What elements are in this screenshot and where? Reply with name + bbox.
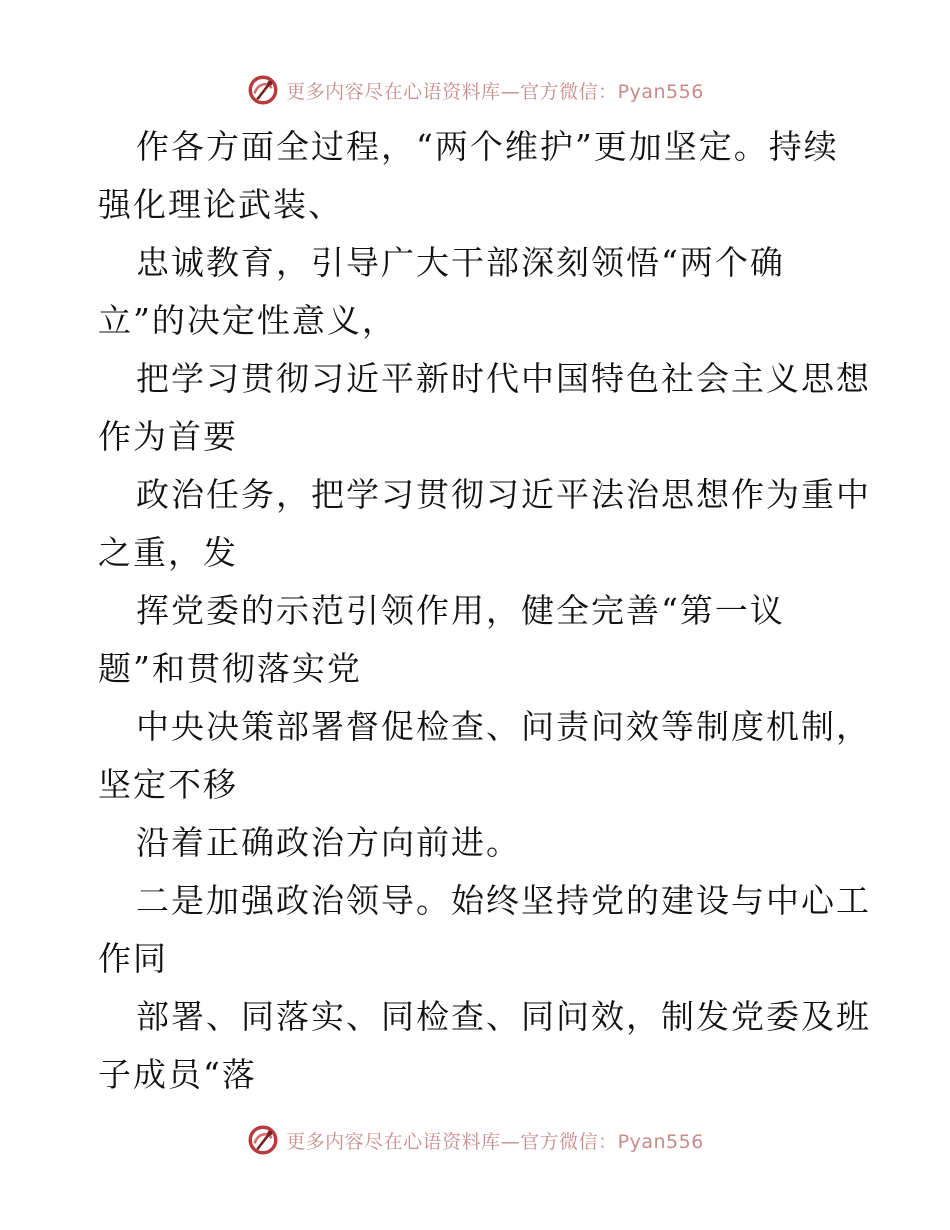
body-line: 忠诚教育，引导广大干部深刻领悟“两个确	[136, 243, 785, 282]
footer-banner-text: 更多内容尽在心语资料库—官方微信：Pyan556	[286, 1130, 704, 1153]
body-line: 题”和贯彻落实党	[98, 649, 362, 688]
body-line: 把学习贯彻习近平新时代中国特色社会主义思想	[136, 359, 871, 398]
document-body	[98, 118, 871, 1104]
header-banner	[0, 70, 950, 110]
body-line: 子成员“落	[98, 1055, 257, 1094]
body-line: 挥党委的示范引领作用，健全完善“第一议	[136, 591, 785, 630]
red-swirl-logo-icon	[246, 73, 280, 107]
body-line: 作同	[98, 939, 168, 978]
red-swirl-logo-icon	[246, 1123, 280, 1157]
body-line: 部署、同落实、同检查、同问效，制发党委及班	[136, 997, 871, 1036]
body-line: 强化理论武装、	[98, 185, 343, 224]
footer-banner	[0, 1120, 950, 1160]
body-line: 作各方面全过程，“两个维护”更加坚定。持续	[136, 127, 839, 166]
body-line: 之重，发	[98, 533, 238, 572]
body-line: 立”的决定性意义，	[98, 301, 397, 340]
body-line: 二是加强政治领导。始终坚持党的建设与中心工	[136, 881, 871, 920]
body-line: 沿着正确政治方向前进。	[136, 823, 521, 862]
body-line: 中央决策部署督促检查、问责问效等制度机制，	[136, 707, 871, 746]
body-line: 坚定不移	[98, 765, 238, 804]
header-banner-text: 更多内容尽在心语资料库—官方微信：Pyan556	[286, 80, 704, 103]
body-line: 作为首要	[98, 417, 238, 456]
body-line: 政治任务，把学习贯彻习近平法治思想作为重中	[136, 475, 871, 514]
